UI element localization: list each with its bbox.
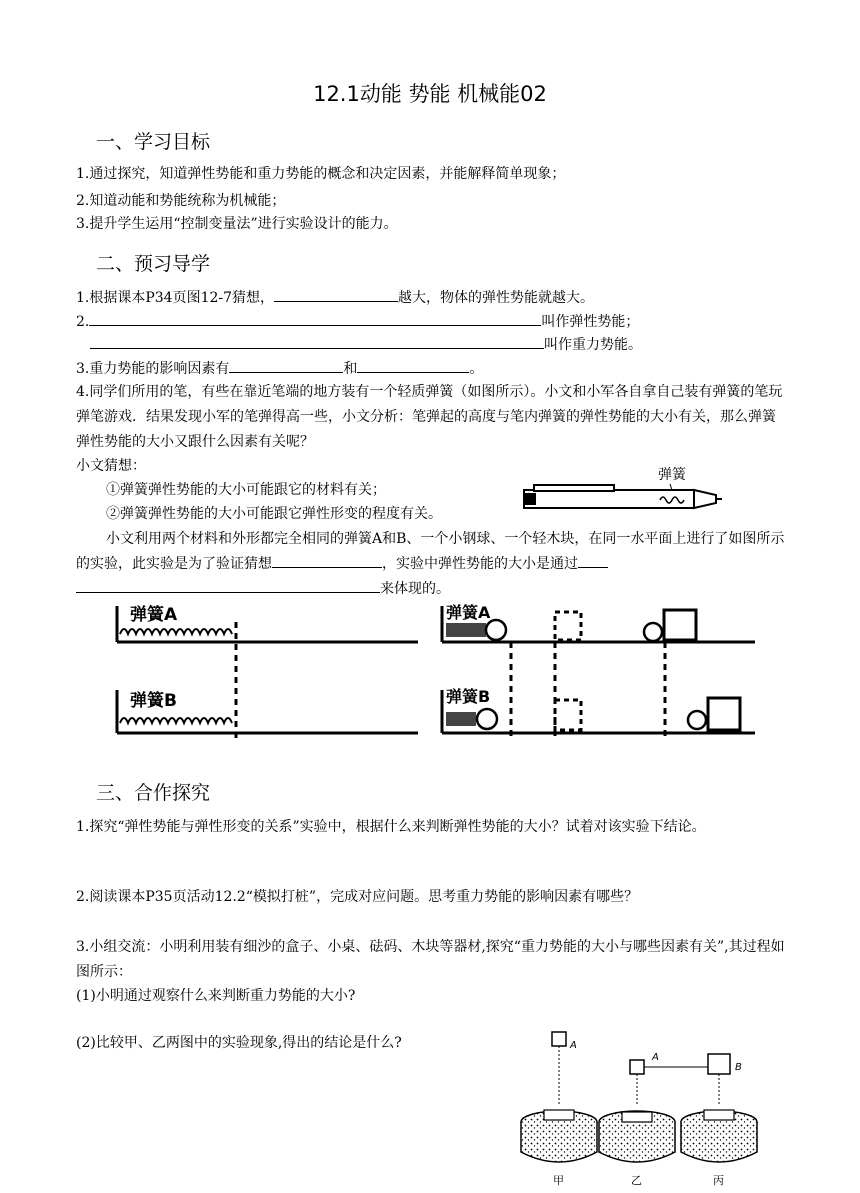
- q2a-suffix: 叫作弹性势能；: [541, 314, 640, 330]
- block-start-outline: [555, 612, 581, 640]
- sand-box-bing: [681, 1110, 757, 1162]
- exp-blank-2a[interactable]: [578, 553, 608, 568]
- steel-ball: [688, 711, 706, 729]
- goal-item: 1.通过探究，知道弹性势能和重力势能的概念和决定因素，并能解释简单现象；: [76, 166, 566, 182]
- goal-item: 2.知道动能和势能统称为机械能；: [76, 193, 286, 209]
- label-bing: 丙: [713, 1174, 724, 1186]
- spring-b-relaxed: [120, 718, 232, 723]
- coop-question-2: 2.阅读课本P35页活动12.2“模拟打桩”，完成对应问题。思考重力势能的影响因素有哪些？: [76, 889, 639, 905]
- sand-box-yi: [599, 1111, 675, 1162]
- coop-question-3: 3.小组交流：小明利用装有细沙的盒子、小桌、砝码、木块等器材,探究“重力势能的大小与哪些因素有关”,其过程如图所示：: [76, 939, 785, 980]
- preview-question-1: [76, 287, 594, 309]
- q2-prefix: 2.: [76, 314, 90, 330]
- steel-ball: [644, 623, 662, 641]
- q2a-blank[interactable]: [89, 311, 541, 326]
- coop-question-3-2: (2)比较甲、乙两图中的实验现象,得出的结论是什么?: [76, 1035, 402, 1051]
- weight-b: [708, 1054, 730, 1074]
- guess-item-2: ②弹簧弹性势能的大小可能跟它弹性形变的程度有关。: [106, 506, 442, 522]
- exp-text-a: 小文利用两个材料和外形都完全相同的弹簧A和B、一个小钢球、一个轻木块，在同一水平面上进行了如图所示的实验，此实验是为了验证猜想: [76, 531, 785, 572]
- section-heading-coop: 三、合作探究: [96, 782, 211, 804]
- coop-question-3-1: (1)小明通过观察什么来判断重力势能的大小?: [76, 988, 356, 1004]
- q3-end: 。: [469, 361, 484, 377]
- pen-body: [524, 490, 694, 508]
- weight-a-label: A: [652, 1052, 659, 1063]
- steel-ball: [477, 709, 497, 729]
- q1-suffix: 越大，物体的弹性势能就越大。: [398, 290, 595, 306]
- sand-table-figure: [518, 1022, 800, 1186]
- section-heading-goals: 一、学习目标: [96, 131, 211, 153]
- exp-blank-2b[interactable]: [76, 578, 380, 593]
- weight-b-label: B: [735, 1062, 742, 1073]
- spring-experiment-figure: [110, 598, 760, 740]
- q1-prefix: 1.根据课本P34页图12-7猜想，: [76, 290, 275, 306]
- pen-cap-end: [524, 493, 536, 505]
- sand-box-jia: [521, 1110, 597, 1162]
- q1-blank[interactable]: [274, 287, 398, 302]
- q3-blank-1[interactable]: [229, 358, 343, 373]
- spring-a-label: 弹簧A: [130, 605, 178, 625]
- spring-b-label: 弹簧B: [130, 691, 177, 711]
- label-jia: 甲: [553, 1174, 564, 1186]
- spring-b-label-compressed: 弹簧B: [446, 687, 491, 706]
- block-start-outline: [555, 700, 581, 730]
- steel-ball: [486, 620, 506, 640]
- q3-mid: 和: [343, 361, 358, 377]
- preview-question-4: 4.同学们所用的笔，有些在靠近笔端的地方装有一个轻质弹簧（如图所示）。小文和小军各自拿自己装有弹簧的笔玩弹笔游戏．结果发现小军的笔弹得高一些，小文分析：笔弹起的高度与笔内弹簧的弹性势能的大小有关，那么弹簧弹性势能的大小又跟什么因素有关呢？: [76, 384, 783, 450]
- spring-a-relaxed: [120, 629, 232, 634]
- wood-block: [708, 698, 740, 730]
- guess-label: 小文猜想：: [76, 458, 146, 474]
- pen-spring-label: 弹簧: [658, 467, 686, 483]
- pen-clip: [534, 485, 614, 491]
- pen-figure: [520, 462, 725, 524]
- label-yi: 乙: [631, 1174, 642, 1186]
- q3-prefix: 3.重力势能的影响因素有: [76, 361, 230, 377]
- q2b-suffix: 叫作重力势能。: [544, 337, 642, 353]
- q2b-blank[interactable]: [90, 334, 544, 349]
- experiment-description: [76, 527, 788, 602]
- weight-a: [552, 1032, 566, 1046]
- spring-a-label-compressed: 弹簧A: [446, 603, 491, 622]
- q3-blank-2[interactable]: [357, 358, 469, 373]
- page-title: 12.1动能 势能 机械能02: [313, 82, 547, 106]
- guess-item-1: ①弹簧弹性势能的大小可能跟它的材料有关；: [106, 482, 386, 498]
- preview-question-2a: [76, 311, 639, 333]
- preview-question-3: [76, 358, 483, 380]
- exp-text-c: 来体现的。: [380, 581, 450, 597]
- weight-a: [630, 1060, 644, 1074]
- pen-tip: [694, 490, 716, 508]
- wood-block: [664, 610, 696, 640]
- exp-text-b: ，实验中弹性势能的大小是通过: [382, 556, 578, 572]
- weight-a-label: A: [570, 1040, 577, 1051]
- coop-question-1: 1.探究“弹性势能与弹性形变的关系”实验中，根据什么来判断弹性势能的大小？试着对该实验下结论。: [76, 819, 706, 835]
- section-heading-preview: 二、预习导学: [96, 253, 211, 275]
- preview-question-2b: [90, 334, 642, 356]
- exp-blank-1[interactable]: [272, 553, 382, 568]
- goal-item: 3.提升学生运用“控制变量法”进行实验设计的能力。: [76, 216, 398, 232]
- spring-b-compressed: [446, 712, 476, 726]
- spring-a-compressed: [446, 623, 486, 637]
